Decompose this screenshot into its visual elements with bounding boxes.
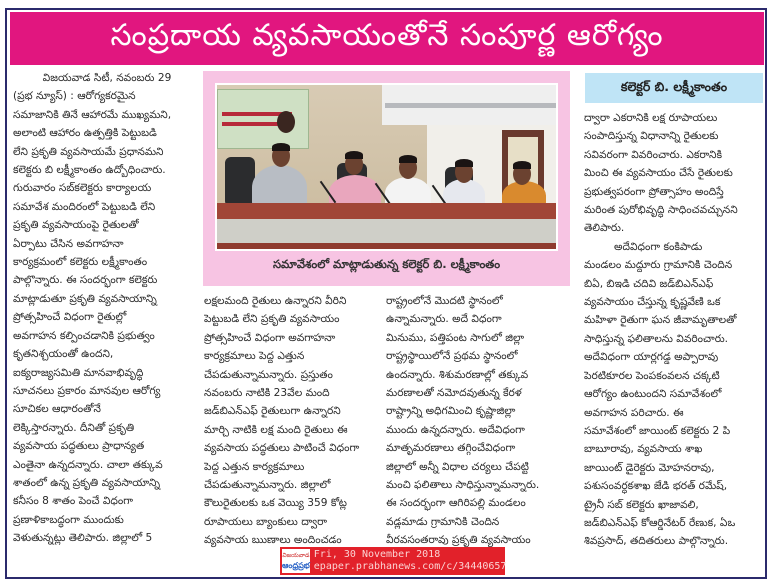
text-line: వ్యవసాయం చేస్తున్న కృష్ణవేణి ఒక (584, 296, 721, 309)
text-line: గురువారం సబ్‌కలెక్టరు కార్యాలయ (13, 182, 152, 195)
text-line: ప్రకృతి వ్యవసాయంపై రైతులతో (13, 219, 139, 232)
text-line: పాల్గొన్నారు. ఈ సందర్భంగా కలెక్టరు (13, 274, 158, 287)
subheading: కలెక్టర్ బి. లక్ష్మీకాంతం (585, 73, 763, 103)
text-line: కలెక్టరు బి లక్ష్మీకాంతం ఉద్బోధించారు. (13, 164, 166, 177)
text-line: సూచికల ఆధారంతోనే (13, 403, 101, 416)
text-line: మరింత పురోభివృద్ధి సాధించవచ్చునని (584, 204, 738, 217)
text-line: ప్రణాళికాబద్ధంగా ముందుకు (13, 513, 124, 526)
prabha-logo (282, 549, 310, 573)
text-line: అదేవిధంగా కంకిపాడు (614, 240, 703, 253)
text-line: మాట్లాడుతూ ప్రకృతి వ్యవసాయాన్ని (13, 292, 157, 305)
middle-column-2 (386, 292, 568, 550)
text-line: బిఏ, బిఇడి చదివి జడ్‌బిఎన్‌ఎఫ్ (584, 277, 714, 290)
text-line: సవివరంగా వివరించారు. ఎకరానికి (584, 148, 722, 161)
text-line: కనీసం 8 శాతం పెంచే విధంగా (13, 495, 134, 508)
text-line: పెరటికూరల పెంపకంవలన చక్కటి (584, 369, 720, 382)
text-line: శాతంలో ఉన్న ప్రకృతి వ్యవసాయాన్ని (13, 476, 161, 489)
text-line: మినుము, పత్తిపంట సాగులో జిల్లా (386, 331, 525, 344)
text-line: మార్చి నాటికి లక్ష మంది రైతులు ఈ (204, 423, 348, 436)
text-line: వ్యవసాయ ఋణాలు అందించడం (204, 534, 342, 547)
text-line: ప్రభుత్వపరంగా ప్రోత్సాహం అందిస్తే (584, 185, 724, 198)
text-line: మహిళా రైతుగా ఘన జీవామృతాలతో (584, 314, 737, 327)
text-line: జడ్‌బిఎన్‌ఎఫ్ రైతులుగా ఉన్నారని (204, 405, 341, 418)
text-line: వడ్లమాడు గ్రామానికి చెందిన (386, 515, 500, 528)
text-line: జడ్‌బిఎన్‌ఎఫ్ కోఆర్డినేటర్ రేణుక, ఏఒ (584, 516, 736, 529)
text-line: ప్రోత్సహించే విధంగా రైతుల్లో (13, 311, 127, 324)
text-line: శివప్రసాద్, తదితరులు పాల్గొన్నారు. (584, 535, 729, 548)
text-line: కృతనిశ్చయంతో ఉందని, (13, 348, 114, 361)
text-line: ట్రైనీ సబ్ కలెక్టరు ఖాజావలి, (584, 498, 699, 511)
text-line: వ్యవసాయ పద్ధతులు ప్రాధాన్యత (13, 440, 145, 453)
right-column (584, 109, 764, 551)
footer-url[interactable]: epaper.prabhanews.com/c/34440657 (313, 561, 507, 572)
text-line: మాతృమరణాలు తగ్గించేవిధంగా (386, 442, 516, 455)
text-line: సమాజానికి తినే ఆహారమే ముఖ్యమని, (13, 108, 172, 121)
text-line: చేపడుతున్నామన్నారు. జిల్లాలో (204, 479, 331, 492)
text-line: ఆరోగ్యం ఉంటుందని సమావేశంలో (584, 388, 722, 401)
text-line: వ్యవసాయ పద్ధతులు పాటించే విధంగా (204, 442, 360, 455)
text-line: కార్యక్రమంలో కలెక్టరు లక్ష్మీకాంతం (13, 256, 148, 269)
text-line: ఈ సందర్భంగా ఆగిరిపల్లి మండలం (386, 497, 526, 510)
text-line: చేపడుతున్నామన్నారు. ప్రస్తుతం (204, 368, 333, 381)
text-line: బాబూరావు, వ్యవసాయ శాఖ (584, 443, 703, 456)
text-line: లక్షలమంది రైతులు ఉన్నారని వీరిని (204, 295, 347, 307)
text-line: పెట్టుబడి లేని ప్రకృతి వ్యవసాయం (204, 313, 340, 326)
text-line: ప్రోత్సహించే విధంగా అవగాహనా (204, 331, 336, 344)
text-line: ఉందన్నారు. శిశుమరణాల్లో తక్కువ (386, 368, 529, 381)
text-line: అదేవిధంగా యార్లగడ్డ అప్పారావు (584, 351, 719, 364)
epaper-footer-badge (280, 547, 505, 575)
text-line: ఐక్యరాజ్యసమితి మానవాభివృద్ధి (13, 366, 144, 379)
photo-box (203, 71, 570, 286)
text-line: జిల్లాలో అన్నీ విధాల చర్యలు చేపట్టి (386, 460, 529, 473)
meeting-photo (215, 83, 558, 251)
text-line: కౌలురైతులకు ఒక వెయ్యి 359 కోట్ల (204, 497, 347, 510)
text-line: లెక్కిస్తారన్నారు. దీనితో ప్రకృతి (13, 421, 135, 434)
dateline: విజయవాడ సిటీ, నవంబరు 29 (42, 72, 172, 84)
banner (217, 89, 309, 149)
text-line: మించి ఈ వ్యవసాయం చేసే రైతులకు (584, 167, 733, 180)
logo-top-text: విజయవాడ (282, 551, 310, 559)
footer-date: Fri, 30 November 2018 (313, 549, 441, 560)
text-line: నవంబరు నాటికి 23వేల మంది (204, 387, 330, 400)
headline: సంప్రదాయ వ్యవసాయంతోనే సంపూర్ణ ఆరోగ్యం (10, 12, 764, 65)
logo-bottom-text: ఆంధ్రప్రభ (282, 560, 310, 570)
text-line: ఏర్పాటు చేసిన అవగాహనా (13, 237, 124, 250)
text-line: సంపాదిస్తున్న విధానాన్ని రైతులకు (584, 130, 719, 143)
text-line: జాయింట్ డైరెక్టరు మోహనరావు, (584, 461, 715, 474)
text-line: ముందు ఉన్నదన్నారు. అదేవిధంగా (386, 423, 525, 436)
text-line: రాష్ట్రంలోనే మొదటి స్థానంలో (386, 295, 503, 307)
text-line: ఎంతైనా ఉన్నదన్నారు. చాలా తక్కువ (13, 458, 163, 471)
text-line: మంచి ఫలితాలు సాధిస్తున్నామన్నారు. (386, 479, 540, 492)
text-line: కార్యక్రమాలు పెద్ద ఎత్తున (204, 350, 305, 363)
text-line: వీరవసంతరావు ప్రకృతి వ్యవసాయం (386, 534, 531, 547)
text-line: మండలం మద్దూరు గ్రామానికి చెందిన (584, 259, 733, 272)
text-line: సమావేశంలో జాయింట్ కలెక్టరు 2 పి (584, 424, 731, 437)
text-line: పెద్ద ఎత్తున కార్యక్రమాలు (204, 460, 305, 473)
text-line: వెళుతున్నట్లు తెలిపారు. జిల్లాలో 5 (13, 532, 153, 545)
text-line: ఉన్నామన్నారు. అదే విధంగా (386, 313, 502, 326)
text-line: రాష్ట్రాన్ని అధిగమించి కృష్ణాజిల్లా (386, 405, 516, 418)
text-line: అలాంటి ఆహారం ఉత్పత్తికి పెట్టుబడి (13, 127, 157, 140)
text-line: లేని ప్రకృతి వ్యవసాయమే ప్రధానమని (13, 145, 164, 158)
text-line: అవగాహన పరిచారు. ఈ (584, 406, 684, 419)
text-line: తెలిపారు. (584, 222, 625, 235)
photo-caption: సమావేశంలో మాట్లాడుతున్న కలెక్టర్ బి. లక్ష్మీకాంతం (272, 257, 501, 271)
left-column (13, 69, 201, 548)
text-line: పశుసంవర్ధకశాఖ జేడి భరత్ రమేష్, (584, 480, 728, 493)
text-line: సూచనలు ప్రకారం మానవుల ఆరోగ్య (13, 384, 161, 397)
text-line: మరణాలతో నమోదవుతున్న కేరళ (386, 387, 522, 400)
text-line: అవగాహన కల్పించడానికి ప్రభుత్వం (13, 329, 155, 342)
middle-column-1 (204, 292, 380, 550)
text-line: రాష్ట్రస్థాయిలోనే ప్రథమ స్థానంలో (386, 350, 518, 363)
text-line: సాధిస్తున్న ఫలితాలను వివరించారు. (584, 332, 729, 345)
text-line: రూపాయలు బ్యాంకులు ద్వారా (204, 515, 327, 528)
text-line: సమావేశ మందిరంలో పెట్టుబడి లేని (13, 200, 156, 213)
text-line: ద్వారా ఎకరానికి లక్ష రూపాయలు (584, 112, 718, 124)
text-line: (ప్రభ న్యూస్) : ఆరోగ్యకరమైన (13, 90, 136, 103)
